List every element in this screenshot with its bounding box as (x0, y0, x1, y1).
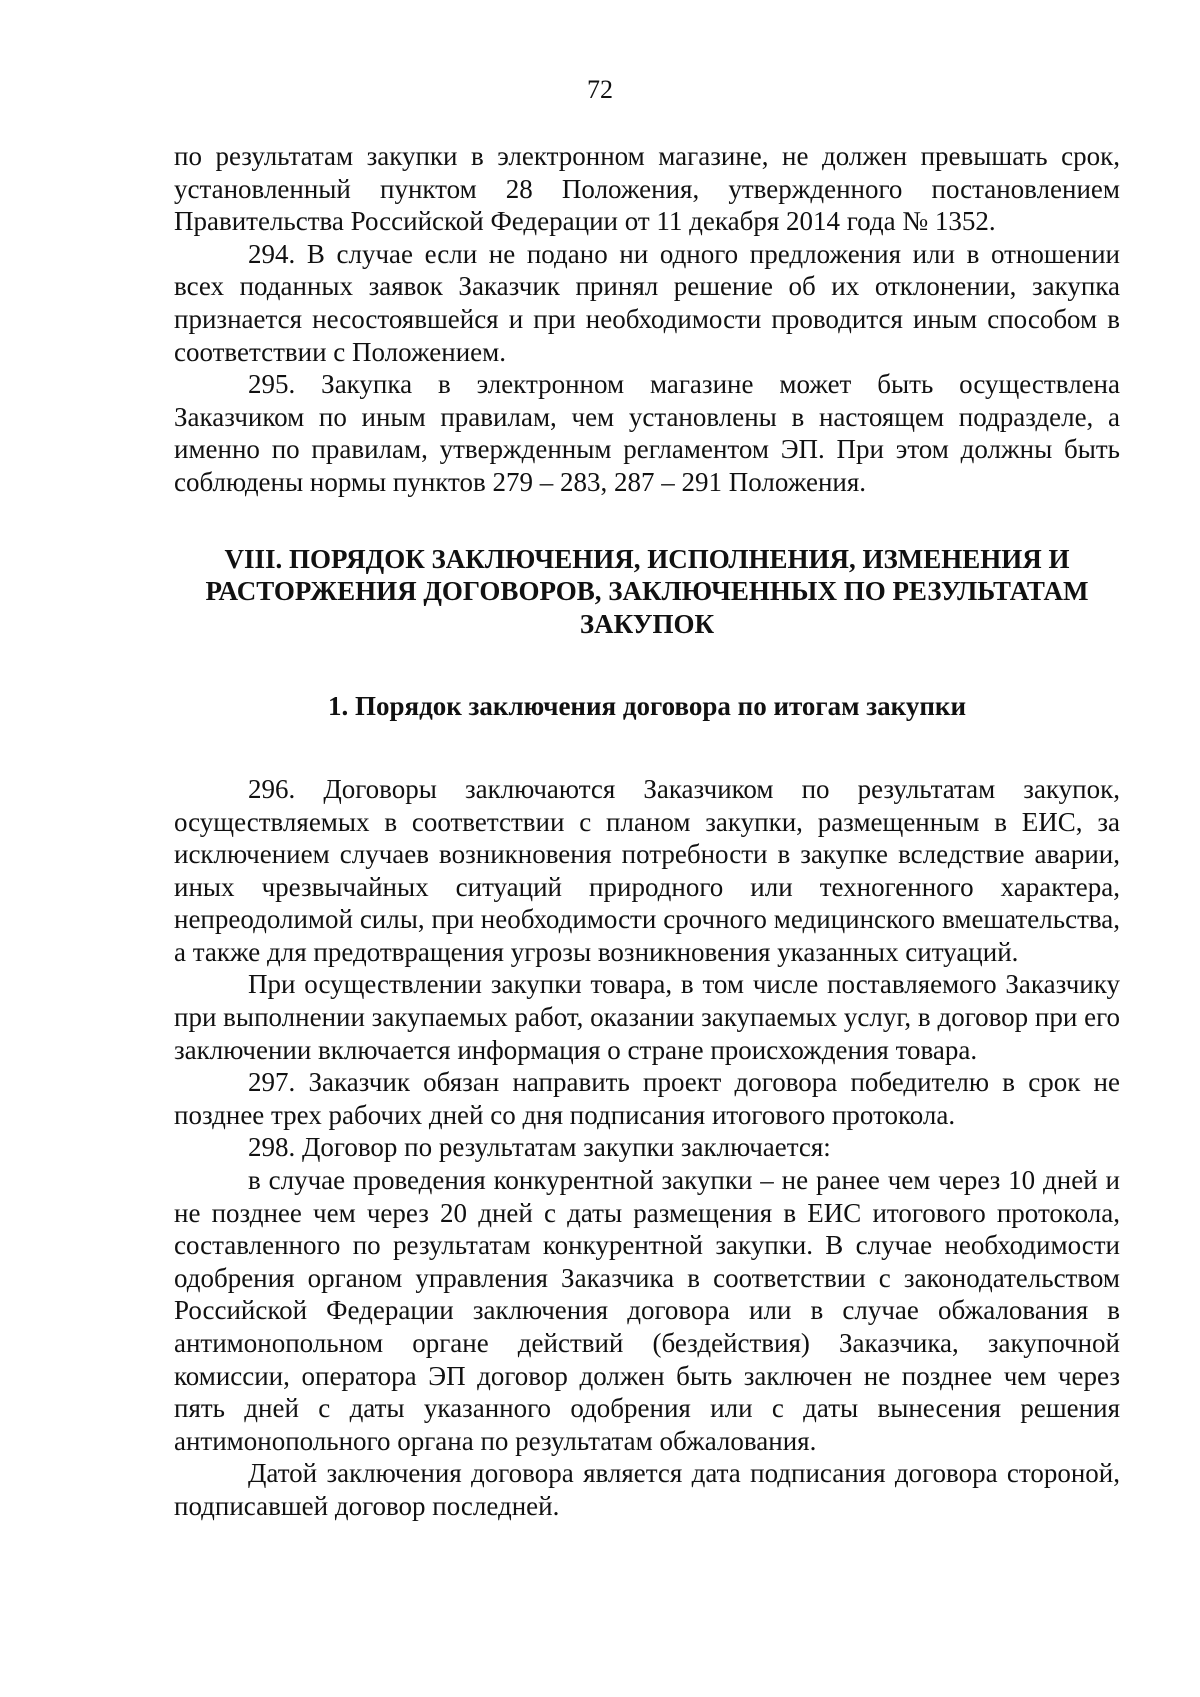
paragraph-295: 295. Закупка в электронном магазине может быть осуществлена Заказчиком по иным правилам, чем установлены в настоящем подразделе, а именно по правилам, утвержденным регламентом ЭП. При этом должны быть соблюдены нормы пунктов 279 – 283, 287 – 291 Положения. (174, 369, 1120, 497)
paragraph-conclusion-date: Датой заключения договора является дата подписания договора стороной, подписавшей договор последней. (174, 1458, 1120, 1521)
subsection-title: 1. Порядок заключения договора по итогам закупки (327, 691, 967, 722)
paragraph-continuation: по результатам закупки в электронном магазине, не должен превышать срок, установленный пунктом 28 Положения, утвержденного постановлением Правительства Российской Федерации от 11 декабря 2014 года № 1352. (174, 141, 1120, 237)
paragraph-296-country-of-origin: При осуществлении закупки товара, в том числе поставляемого Заказчику при выполнении закупаемых работ, оказании закупаемых услуг, в договор при его заключении включается информация о стране происхождения товара. (174, 969, 1120, 1065)
page-number: 72 (587, 75, 613, 104)
paragraph-294: 294. В случае если не подано ни одного предложения или в отношении всех поданных заявок Заказчик принял решение об их отклонении, закупка признается несостоявшейся и при необходимости проводится иным способом в соответствии с Положением. (174, 238, 1120, 367)
paragraph-297: 297. Заказчик обязан направить проект договора победителю в срок не позднее трех рабочих дней со дня подписания итогового протокола. (174, 1067, 1120, 1130)
document-body (174, 140, 1120, 1523)
paragraph-298-competitive: в случае проведения конкурентной закупки – не ранее чем через 10 дней и не позднее чем через 20 дней с даты размещения в ЕИС итогового протокола, составленного по результатам конкурентной закупки. В случае необходимости одобрения органом управления Заказчика в соответствии с законодательством Российской Федерации заключения договора или в случае обжалования в антимонопольном органе действий (бездействия) Заказчика, закупочной комиссии, оператора ЭП договор должен быть заключен не позднее чем через пять дней с даты указанного одобрения или с даты вынесения решения антимонопольного органа по результатам обжалования. (174, 1165, 1120, 1456)
section-title: VIII. ПОРЯДОК ЗАКЛЮЧЕНИЯ, ИСПОЛНЕНИЯ, ИЗМЕНЕНИЯ И РАСТОРЖЕНИЯ ДОГОВОРОВ, ЗАКЛЮЧЕННЫХ ПО РЕЗУЛЬТАТАМ ЗАКУПОК (205, 543, 1089, 639)
paragraph-298: 298. Договор по результатам закупки заключается: (248, 1132, 831, 1163)
paragraph-296: 296. Договоры заключаются Заказчиком по результатам закупок, осуществляемых в соответствии с планом закупки, размещенным в ЕИС, за исключением случаев возникновения потребности в закупке вследствие аварии, иных чрезвычайных ситуаций природного или техногенного характера, непреодолимой силы, при необходимости срочного медицинского вмешательства, а также для предотвращения угрозы возникновения указанных ситуаций. (174, 773, 1120, 967)
